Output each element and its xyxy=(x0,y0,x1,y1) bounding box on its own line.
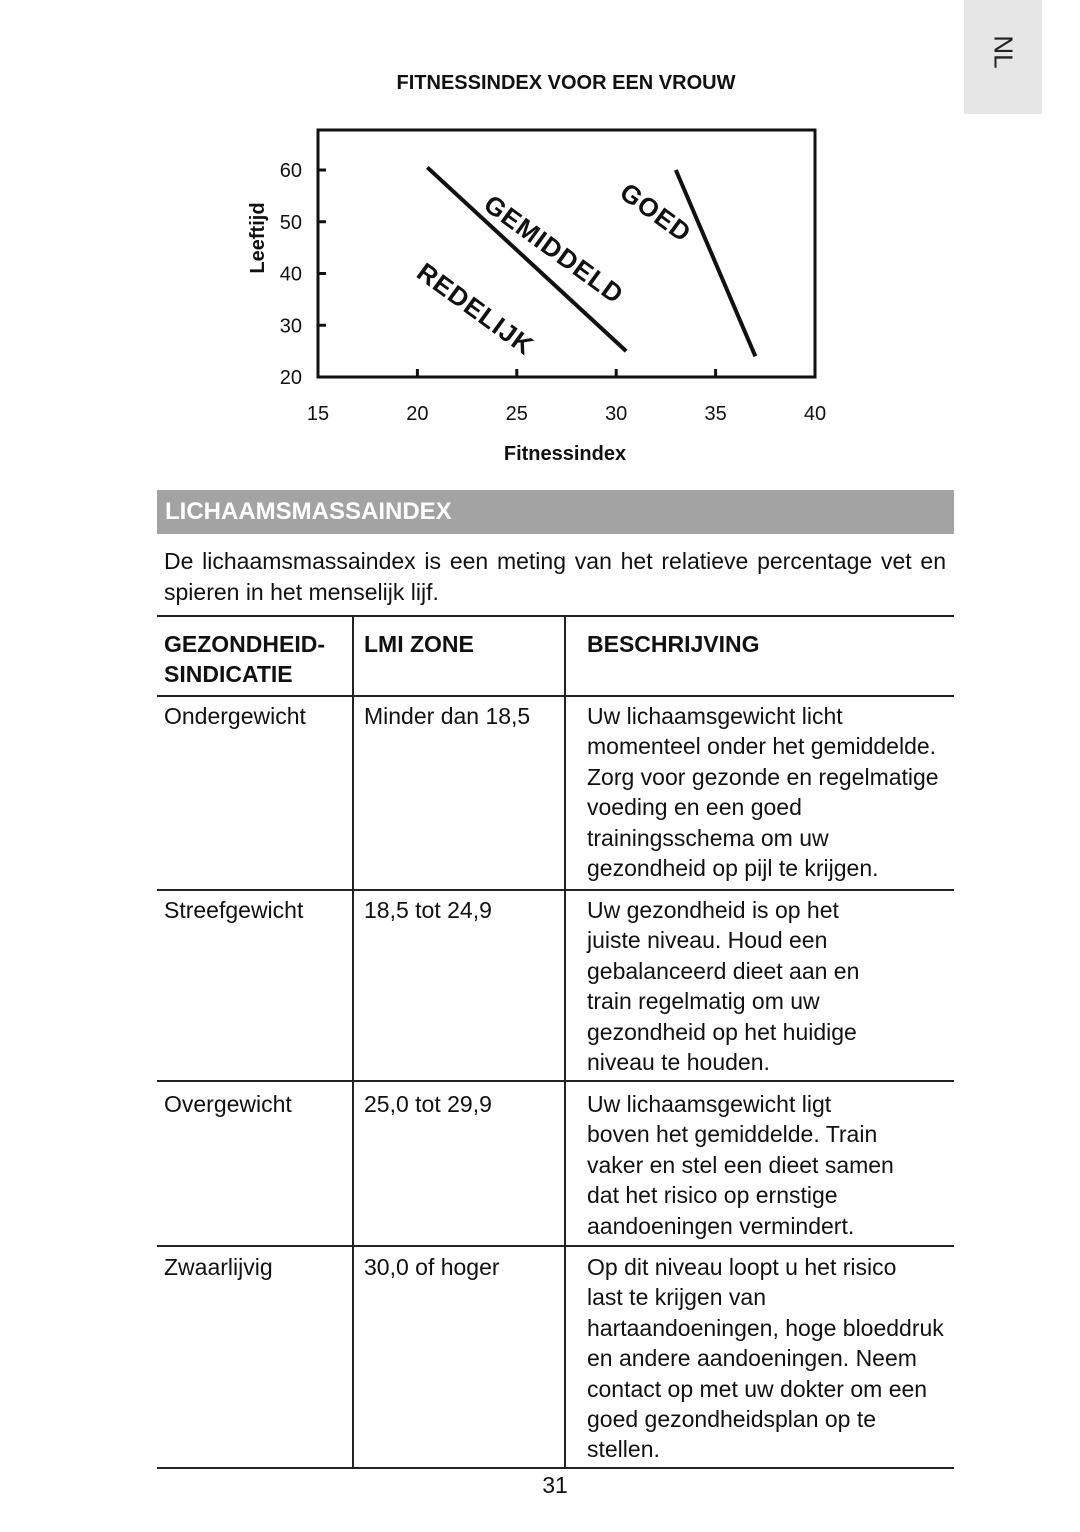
description-line: Uw lichaamsgewicht ligt xyxy=(587,1091,832,1117)
y-tick-label: 20 xyxy=(279,367,302,389)
description-line: goed gezondheidsplan op te xyxy=(587,1406,877,1433)
row-zone: Minder dan 18,5 xyxy=(364,703,531,729)
header-indicatie xyxy=(164,629,350,690)
table-header-rule xyxy=(157,695,954,697)
section-title: LICHAAMSMASSAINDEX xyxy=(165,498,452,525)
description-line: Op dit niveau loopt u het risico xyxy=(587,1254,897,1280)
description-line: last te krijgen van xyxy=(587,1284,766,1311)
table-column-rule xyxy=(564,615,566,1469)
table-row-rule xyxy=(157,889,954,891)
table-column-rule xyxy=(352,615,354,1469)
x-tick-label: 35 xyxy=(704,403,727,425)
description-line: boven het gemiddelde. Train xyxy=(587,1121,878,1148)
description-line: train regelmatig om uw xyxy=(587,988,820,1015)
y-tick-label: 60 xyxy=(279,160,302,182)
zone-label: GOED xyxy=(614,176,698,249)
description-line: trainingsschema om uw xyxy=(587,824,829,851)
description-line: Zorg voor gezonde en regelmatige xyxy=(587,763,939,790)
row-indicatie: Overgewicht xyxy=(164,1091,292,1117)
x-tick-label: 30 xyxy=(605,403,628,425)
row-beschrijving xyxy=(587,1252,967,1465)
row-zone: 18,5 tot 24,9 xyxy=(364,897,492,923)
zone-label: REDELIJK xyxy=(411,256,540,362)
intro-paragraph: De lichaamsmassaindex is een meting van het relatieve percentage vet en spieren in het menselijk lijf. xyxy=(164,548,946,605)
description-line: gezondheid op het huidige xyxy=(587,1018,857,1045)
x-axis-label: Fitnessindex xyxy=(503,443,627,465)
row-beschrijving xyxy=(587,895,967,1077)
description-line: Uw gezondheid is op het xyxy=(587,897,839,923)
header-indicatie-line: SINDICATIE xyxy=(164,661,293,688)
section-header xyxy=(157,490,954,534)
language-tab xyxy=(964,0,1042,114)
row-beschrijving xyxy=(587,1089,967,1241)
description-line: momenteel onder het gemiddelde. xyxy=(587,733,937,760)
description-line: juiste niveau. Houd een xyxy=(587,927,828,954)
row-beschrijving xyxy=(587,701,967,883)
header-indicatie-line: GEZONDHEID- xyxy=(164,631,325,657)
x-tick-label: 40 xyxy=(803,403,827,425)
chart-title: FITNESSINDEX VOOR EEN VROUW xyxy=(396,72,736,94)
row-indicatie: Ondergewicht xyxy=(164,703,306,729)
row-indicatie: Zwaarlijvig xyxy=(164,1254,273,1280)
header-zone: LMI ZONE xyxy=(364,631,474,657)
description-line: contact op met uw dokter om een xyxy=(587,1375,928,1402)
description-line: gezondheid op pijl te krijgen. xyxy=(587,855,879,882)
description-line: vaker en stel een dieet samen xyxy=(587,1151,894,1178)
table-top-rule xyxy=(157,615,954,617)
description-line: gebalanceerd dieet aan en xyxy=(587,957,860,984)
table-row-rule xyxy=(157,1245,954,1247)
description-line: voeding en een goed xyxy=(587,794,802,821)
y-tick-label: 40 xyxy=(279,263,302,286)
y-tick-label: 50 xyxy=(279,211,302,234)
page-number: 31 xyxy=(542,1472,568,1498)
zone-boundary-line xyxy=(427,167,626,351)
description-line: aandoeningen vermindert. xyxy=(587,1212,855,1239)
row-zone: 30,0 of hoger xyxy=(364,1254,500,1280)
description-line: hartaandoeningen, hoge bloeddruk xyxy=(587,1314,944,1341)
description-line: dat het risico op ernstige xyxy=(587,1182,838,1209)
description-line: niveau te houden. xyxy=(587,1049,770,1076)
language-code: NL xyxy=(988,35,1019,69)
description-line: stellen. xyxy=(587,1436,660,1463)
x-tick-label: 15 xyxy=(306,403,330,425)
fitness-index-chart xyxy=(230,120,850,470)
table-row-rule xyxy=(157,1080,954,1082)
description-line: en andere aandoeningen. Neem xyxy=(587,1345,917,1372)
header-beschrijving: BESCHRIJVING xyxy=(587,631,760,657)
table-bottom-rule xyxy=(157,1467,954,1469)
x-tick-label: 20 xyxy=(406,403,429,425)
row-indicatie: Streefgewicht xyxy=(164,897,304,923)
row-zone: 25,0 tot 29,9 xyxy=(364,1091,492,1117)
x-tick-label: 25 xyxy=(505,403,528,425)
y-tick-label: 30 xyxy=(279,315,302,338)
description-line: Uw lichaamsgewicht licht xyxy=(587,703,843,729)
y-axis-label: Leeftijd xyxy=(247,202,269,274)
zone-boundary-line xyxy=(676,170,756,356)
zone-label: GEMIDDELD xyxy=(478,188,630,310)
